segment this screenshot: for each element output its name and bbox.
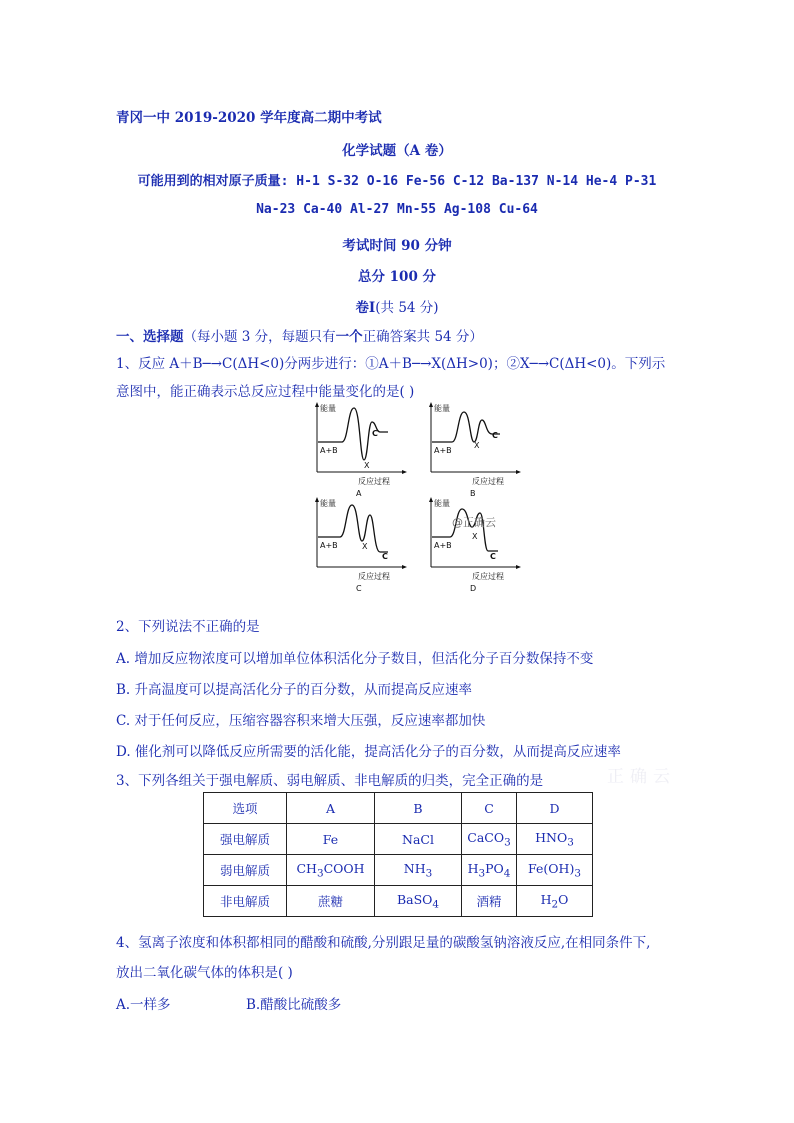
end-label: C [372, 429, 378, 438]
formula-part: PO [485, 860, 504, 876]
q4-stem-line1: 4、氢离子浓度和体积都相同的醋酸和硫酸,分别跟足量的碳酸氢钠溶液反应,在相同条件下, [116, 935, 651, 951]
q2-option-b: B. 升高温度可以提高活化分子的百分数，从而提高反应速率 [116, 682, 473, 698]
end-label: C [382, 552, 388, 561]
total-score [0, 265, 794, 285]
formula-part: COOH [323, 860, 365, 876]
x-axis-arrow [516, 470, 521, 474]
faint-watermark: 正确云 [607, 767, 676, 787]
watermark: @正确云 [452, 516, 496, 529]
school-title: 青冈一中 2019-2020 学年度高二期中考试 [116, 110, 382, 126]
x-axis-label: 反应过程 [358, 477, 390, 486]
formula-subscript: 4 [503, 867, 511, 880]
formula-subscript: 3 [567, 836, 574, 849]
q2-stem: 2、下列说法不正确的是 [116, 619, 260, 635]
x-axis-label: 反应过程 [472, 572, 504, 581]
table-header-cell: B [375, 793, 462, 824]
table-cell [517, 824, 593, 855]
start-label: A+B [434, 446, 452, 455]
section1-title: 一、选择题 [116, 329, 184, 345]
energy-diagram-a [312, 402, 412, 500]
formula-part: BaSO [396, 891, 433, 907]
option-label: C [356, 584, 362, 593]
x-axis-arrow [402, 565, 407, 569]
y-axis-arrow [315, 497, 319, 502]
table-row [204, 855, 593, 886]
x-axis-label: 反应过程 [472, 477, 504, 486]
q2-option-c: C. 对于任何反应，压缩容器容积来增大压强，反应速率都加快 [116, 713, 486, 729]
intermediate-label: X [362, 542, 368, 551]
q1-text-line1: 1、反应 A＋B─→C(ΔH<0)分两步进行：①A＋B─→X(ΔH>0)；②X─→C(ΔH<0)。下列示 [116, 356, 666, 372]
table-cell: 非电解质 [204, 886, 287, 917]
exam-time: 考试时间 90 分钟 [342, 238, 452, 254]
table-cell: 强电解质 [204, 824, 287, 855]
table-header-cell: A [287, 793, 375, 824]
x-axis-label: 反应过程 [358, 572, 390, 581]
table-row [204, 886, 593, 917]
electrolyte-table [203, 792, 593, 917]
formula-part: O [558, 891, 569, 907]
formula-subscript: 3 [574, 867, 581, 880]
formula-part: CH [296, 860, 317, 876]
table-header-row [204, 793, 593, 824]
energy-curve [432, 412, 500, 442]
option-label: D [470, 584, 477, 593]
table-header-cell: C [462, 793, 517, 824]
intermediate-label: X [364, 461, 370, 470]
energy-diagram-svg [426, 497, 526, 595]
x-axis-arrow [516, 565, 521, 569]
y-axis-arrow [429, 497, 433, 502]
y-axis-label: 能量 [320, 499, 336, 508]
table-cell [375, 886, 462, 917]
atomic-masses-line2: Na-23 Ca-40 Al-27 Mn-55 Ag-108 Cu-64 [256, 202, 538, 217]
formula-part: NH [403, 860, 426, 876]
formula-subscript: 3 [316, 867, 324, 880]
energy-diagram-svg [426, 402, 526, 500]
formula-part: CaCO [467, 829, 505, 845]
table-cell [462, 855, 517, 886]
energy-diagram-d [426, 497, 526, 595]
y-axis-label: 能量 [434, 499, 450, 508]
formula-subscript: 4 [432, 898, 440, 911]
table-header-cell: 选项 [204, 793, 287, 824]
section1-heading [116, 325, 483, 345]
energy-diagram-svg [312, 402, 412, 500]
table-cell [375, 855, 462, 886]
formula-subscript: 2 [551, 898, 559, 911]
intermediate-label: X [474, 441, 480, 450]
start-label: A+B [320, 541, 338, 550]
table-cell: Fe [287, 824, 375, 855]
table-cell: NaCl [375, 824, 462, 855]
energy-diagram-c [312, 497, 412, 595]
energy-diagram-svg [312, 497, 412, 595]
table-header-cell: D [517, 793, 593, 824]
option-label: B [470, 489, 476, 498]
volume-heading [0, 296, 794, 316]
section1-desc-emph: 一个 [335, 329, 363, 345]
q1-text-line2: 意图中，能正确表示总反应过程中能量变化的是( ) [116, 384, 415, 400]
q2-option-d: D. 催化剂可以降低反应所需要的活化能，提高活化分子的百分数，从而提高反应速率 [116, 744, 621, 760]
y-axis-label: 能量 [434, 404, 450, 413]
table-cell [462, 824, 517, 855]
table-row [204, 824, 593, 855]
end-label: C [490, 552, 496, 561]
total-score-text: 总分 100 分 [357, 269, 437, 285]
subject-title: 化学试题（A 卷） [342, 143, 452, 159]
section1-desc-a: （每小题 3 分，每题只有 [183, 329, 336, 345]
formula-subscript: 3 [504, 836, 511, 849]
formula-part: H [467, 860, 479, 876]
formula-subscript: 3 [425, 867, 433, 880]
x-axis-arrow [402, 470, 407, 474]
section1-desc-b: 正确答案共 54 分） [362, 329, 483, 345]
intermediate-label: X [472, 532, 478, 541]
volume-label: 卷Ⅰ [355, 300, 376, 316]
table-cell [287, 855, 375, 886]
table-cell [517, 855, 593, 886]
start-label: A+B [434, 541, 452, 550]
q4-option-a: A.一样多 [116, 997, 171, 1013]
q2-option-a: A. 增加反应物浓度可以增加单位体积活化分子数目，但活化分子百分数保持不变 [116, 651, 594, 667]
formula-part: Fe(OH) [528, 860, 575, 876]
end-label: C [492, 431, 498, 440]
volume-score: (共 54 分) [375, 300, 439, 316]
start-label: A+B [320, 446, 338, 455]
table-cell: 蔗糖 [287, 886, 375, 917]
y-axis-label: 能量 [320, 404, 336, 413]
y-axis-arrow [429, 402, 433, 407]
q4-option-b: B.醋酸比硫酸多 [246, 997, 342, 1013]
atomic-masses-line1: 可能用到的相对原子质量: H-1 S-32 O-16 Fe-56 C-12 Ba-137 N-14 He-4 P-31 [137, 174, 657, 189]
energy-diagram-b [426, 402, 526, 500]
q3-stem: 3、下列各组关于强电解质、弱电解质、非电解质的归类，完全正确的是 [116, 773, 544, 789]
formula-subscript: 3 [478, 867, 486, 880]
table-cell: 酒精 [462, 886, 517, 917]
table-cell [517, 886, 593, 917]
formula-part: H [540, 891, 552, 907]
q4-stem-line2: 放出二氧化碳气体的体积是( ) [116, 965, 293, 981]
formula-part: HNO [535, 829, 568, 845]
y-axis-arrow [315, 402, 319, 407]
option-label: A [356, 489, 362, 498]
table-cell: 弱电解质 [204, 855, 287, 886]
